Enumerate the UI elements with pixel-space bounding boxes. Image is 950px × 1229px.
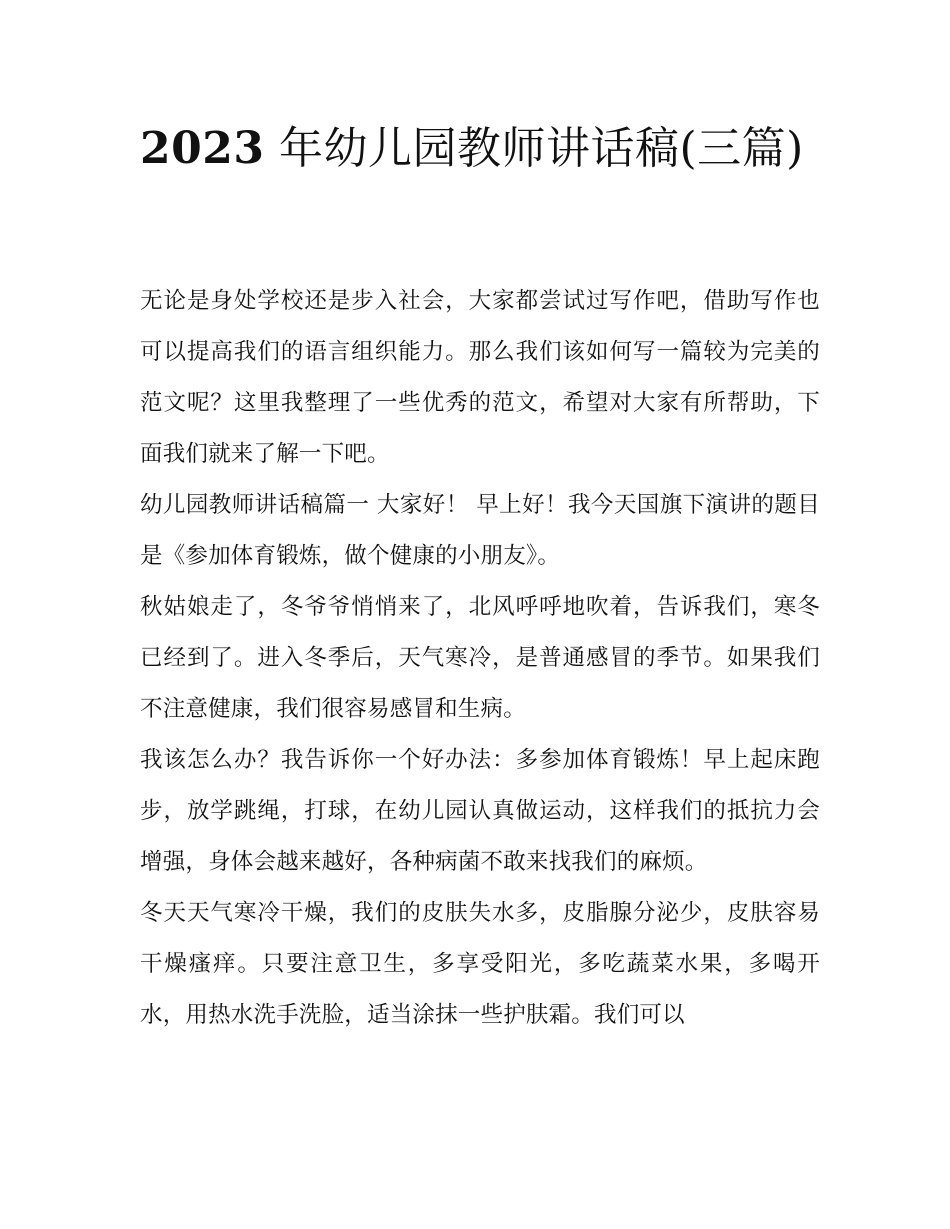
paragraph: 秋姑娘走了，冬爷爷悄悄来了，北风呼呼地吹着，告诉我们，寒冬已经到了。进入冬季后，天气寒冷，是普通感冒的季节。如果我们不注意健康，我们很容易感冒和生病。 xyxy=(140,594,820,722)
paragraph: 幼儿园教师讲话稿篇一 大家好！ 早上好！我今天国旗下演讲的题目是《参加体育锻炼，做个健康的小朋友》。 xyxy=(140,492,820,569)
title-year: 2023 xyxy=(140,123,265,174)
title-text: 年幼儿园教师讲话稿(三篇) xyxy=(264,123,804,174)
document-body xyxy=(140,276,820,1041)
paragraph: 冬天天气寒冷干燥，我们的皮肤失水多，皮脂腺分泌少，皮肤容易干燥瘙痒。只要注意卫生，多享受阳光，多吃蔬菜水果，多喝开水，用热水洗手洗脸，适当涂抹一些护肤霜。我们可以 xyxy=(140,900,820,1028)
paragraph: 我该怎么办？我告诉你一个好办法：多参加体育锻炼！早上起床跑步，放学跳绳，打球，在幼儿园认真做运动，这样我们的抵抗力会增强，身体会越来越好，各种病菌不敢来找我们的麻烦。 xyxy=(140,747,820,875)
document-title xyxy=(140,112,820,186)
paragraph: 无论是身处学校还是步入社会，大家都尝试过写作吧，借助写作也可以提高我们的语言组织能力。那么我们该如何写一篇较为完美的范文呢？这里我整理了一些优秀的范文，希望对大家有所帮助，下面我们就来了解一下吧。 xyxy=(140,288,820,467)
